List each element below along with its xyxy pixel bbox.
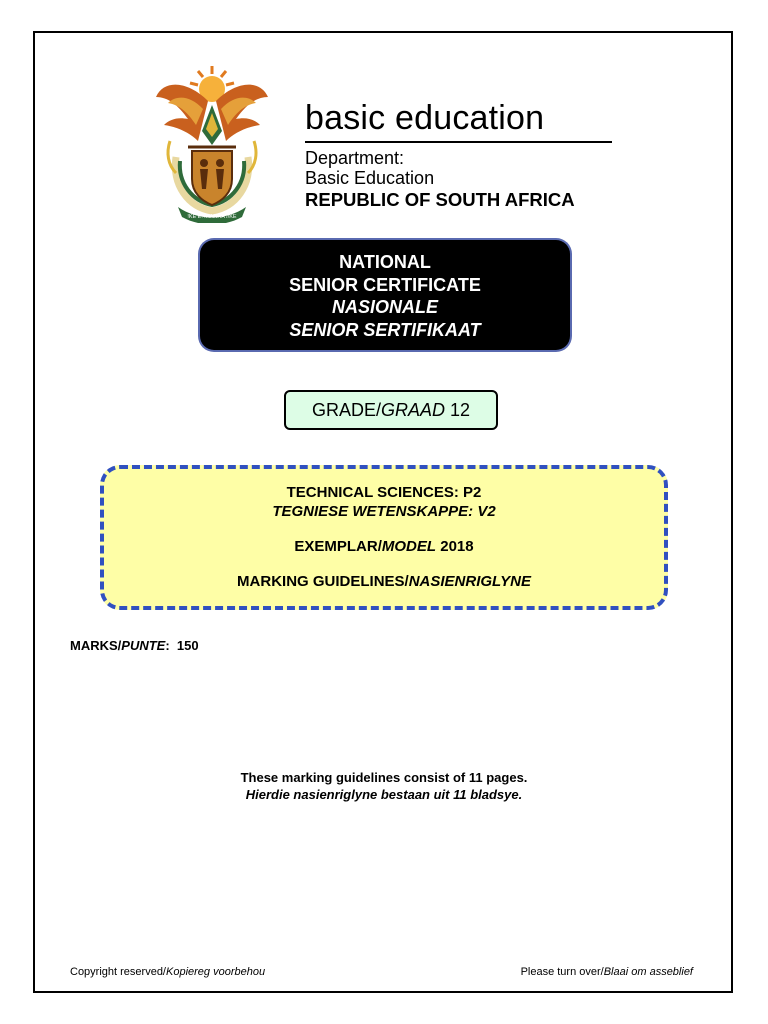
exemplar-year: 2018 bbox=[436, 538, 474, 555]
grade-number: 12 bbox=[445, 400, 471, 420]
marks-label-en: MARKS/ bbox=[70, 638, 122, 653]
coat-of-arms-icon bbox=[148, 61, 276, 223]
subject-title-af: TEGNIESE WETENSKAPPE: V2 bbox=[272, 503, 496, 520]
svg-text:!KE E: /XARRA //KE: !KE E: /XARRA //KE bbox=[187, 214, 237, 220]
guidelines-en: MARKING GUIDELINES/ bbox=[237, 573, 409, 590]
guidelines-af: NASIENRIGLYNE bbox=[408, 573, 531, 590]
department-name: Basic Education bbox=[305, 168, 435, 188]
pages-note-af: Hierdie nasienriglyne bestaan uit 11 bladsye. bbox=[245, 787, 523, 802]
exemplar-af: MODEL bbox=[381, 538, 437, 555]
certificate-line-nasionale: NASIONALE bbox=[331, 297, 438, 317]
exemplar-en: EXEMPLAR/ bbox=[294, 538, 382, 555]
turn-over-en: Please turn over/ bbox=[520, 966, 604, 978]
certificate-title-box bbox=[200, 240, 570, 350]
header-logo-area bbox=[142, 57, 627, 229]
certificate-line-senior-sertifikaat: SENIOR SERTIFIKAAT bbox=[289, 319, 481, 340]
marks-colon: : bbox=[165, 638, 170, 653]
brand-title: basic education bbox=[305, 99, 545, 137]
marks-value: 150 bbox=[176, 638, 199, 653]
country-name: REPUBLIC OF SOUTH AFRICA bbox=[305, 189, 575, 210]
pages-note-en: These marking guidelines consist of 11 pages. bbox=[240, 770, 528, 785]
exemplar-line bbox=[104, 538, 664, 555]
footer-turn-over bbox=[521, 966, 693, 978]
copyright-af: Kopiereg voorbehou bbox=[166, 966, 266, 978]
footer-copyright bbox=[70, 966, 265, 978]
department-label: Department: bbox=[305, 148, 405, 168]
grade-label-af: GRAAD bbox=[380, 400, 445, 420]
grade-box bbox=[284, 390, 498, 430]
marks-label-af: PUNTE bbox=[121, 638, 166, 653]
certificate-line-senior-certificate: SENIOR CERTIFICATE bbox=[289, 274, 481, 295]
guidelines-line bbox=[104, 573, 664, 590]
copyright-en: Copyright reserved/ bbox=[70, 966, 166, 978]
marks-line bbox=[70, 638, 199, 653]
turn-over-af: Blaai om asseblief bbox=[603, 966, 693, 978]
subject-title-en: TECHNICAL SCIENCES: P2 bbox=[286, 484, 482, 501]
brand-underline bbox=[305, 141, 612, 143]
certificate-line-national: NATIONAL bbox=[339, 252, 431, 272]
grade-label-en: GRADE/ bbox=[311, 400, 381, 420]
subject-box bbox=[100, 465, 668, 610]
